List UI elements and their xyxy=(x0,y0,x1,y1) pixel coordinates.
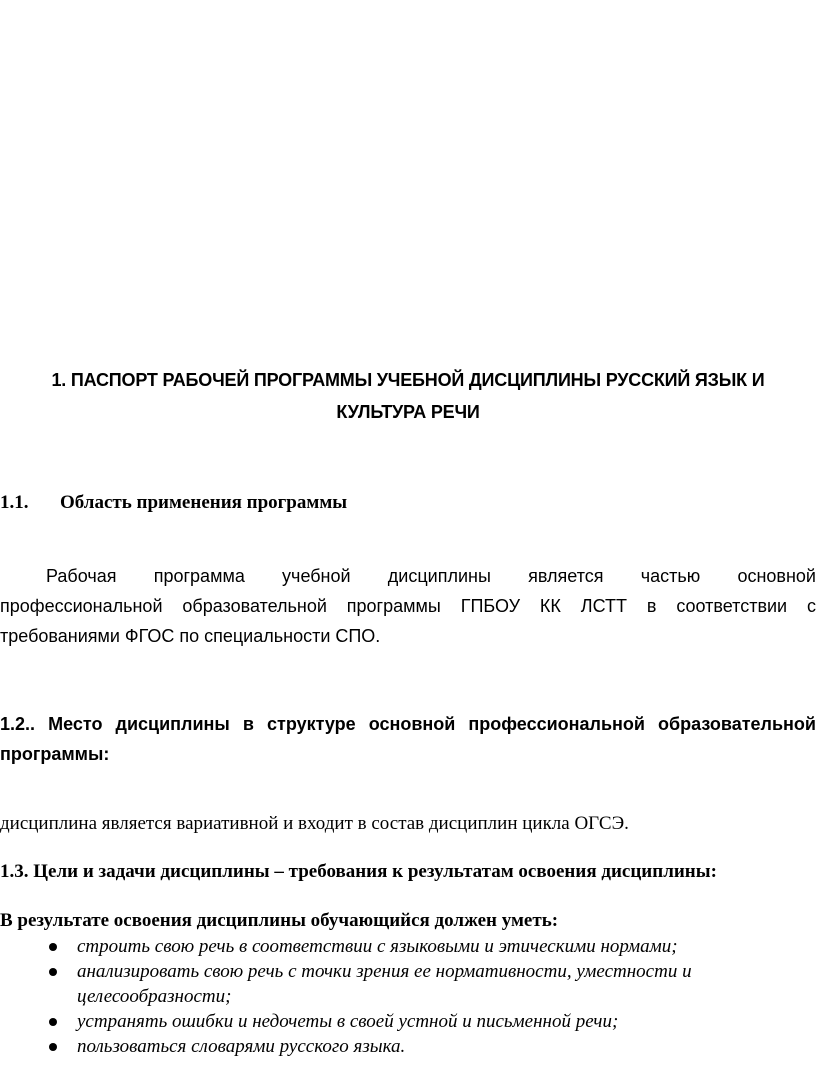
section-1-3-heading: 1.3. Цели и задачи дисциплины – требования к результатам освоения дисциплины: xyxy=(0,861,717,882)
paragraph-line-2: профессиональной образовательной программы ГПБОУ КК ЛСТТ в соответствии с xyxy=(0,596,816,616)
skill-text: анализировать свою речь с точки зрения ее нормативности, уместности и целесообразности; xyxy=(77,961,692,1007)
document-title-line-2: КУЛЬТУРА РЕЧИ xyxy=(336,402,480,422)
skills-list-item xyxy=(0,934,816,959)
section-1-2-text: дисциплина является вариативной и входит в состав дисциплин цикла ОГСЭ. xyxy=(0,813,629,834)
skills-heading: В результате освоения дисциплины обучающийся должен уметь: xyxy=(0,910,559,931)
document-title xyxy=(0,364,816,428)
section-1-2-heading xyxy=(0,709,816,769)
skills-list-item xyxy=(0,1034,816,1059)
section-1-2-heading-line-1: 1.2.. Место дисциплины в структуре основной профессиональной образовательной xyxy=(0,714,816,734)
section-1-2-heading-line-2: программы: xyxy=(0,744,110,764)
bullet-icon xyxy=(49,943,57,951)
skills-list xyxy=(0,934,816,1059)
skill-text: строить свою речь в соответствии с языковыми и этическими нормами; xyxy=(77,936,678,957)
bullet-icon xyxy=(49,1018,57,1026)
section-1-1-paragraph xyxy=(0,561,816,651)
paragraph-line-1: Рабочая программа учебной дисциплины является частью основной xyxy=(46,566,816,586)
section-1-1-number: 1.1. xyxy=(0,492,29,513)
skill-text: устранять ошибки и недочеты в своей устной и письменной речи; xyxy=(77,1011,619,1032)
section-1-1-title: Область применения программы xyxy=(60,492,348,513)
paragraph-line-3: требованиями ФГОС по специальности СПО. xyxy=(0,626,381,646)
bullet-icon xyxy=(49,968,57,976)
section-1-1-heading xyxy=(0,491,347,515)
skills-list-item xyxy=(0,1009,816,1034)
skills-list-item xyxy=(0,959,816,1009)
skill-text: пользоваться словарями русского языка. xyxy=(77,1036,406,1057)
document-title-line-1: 1. ПАСПОРТ РАБОЧЕЙ ПРОГРАММЫ УЧЕБНОЙ ДИСЦИПЛИНЫ РУССКИЙ ЯЗЫК И xyxy=(51,370,765,390)
bullet-icon xyxy=(49,1043,57,1051)
